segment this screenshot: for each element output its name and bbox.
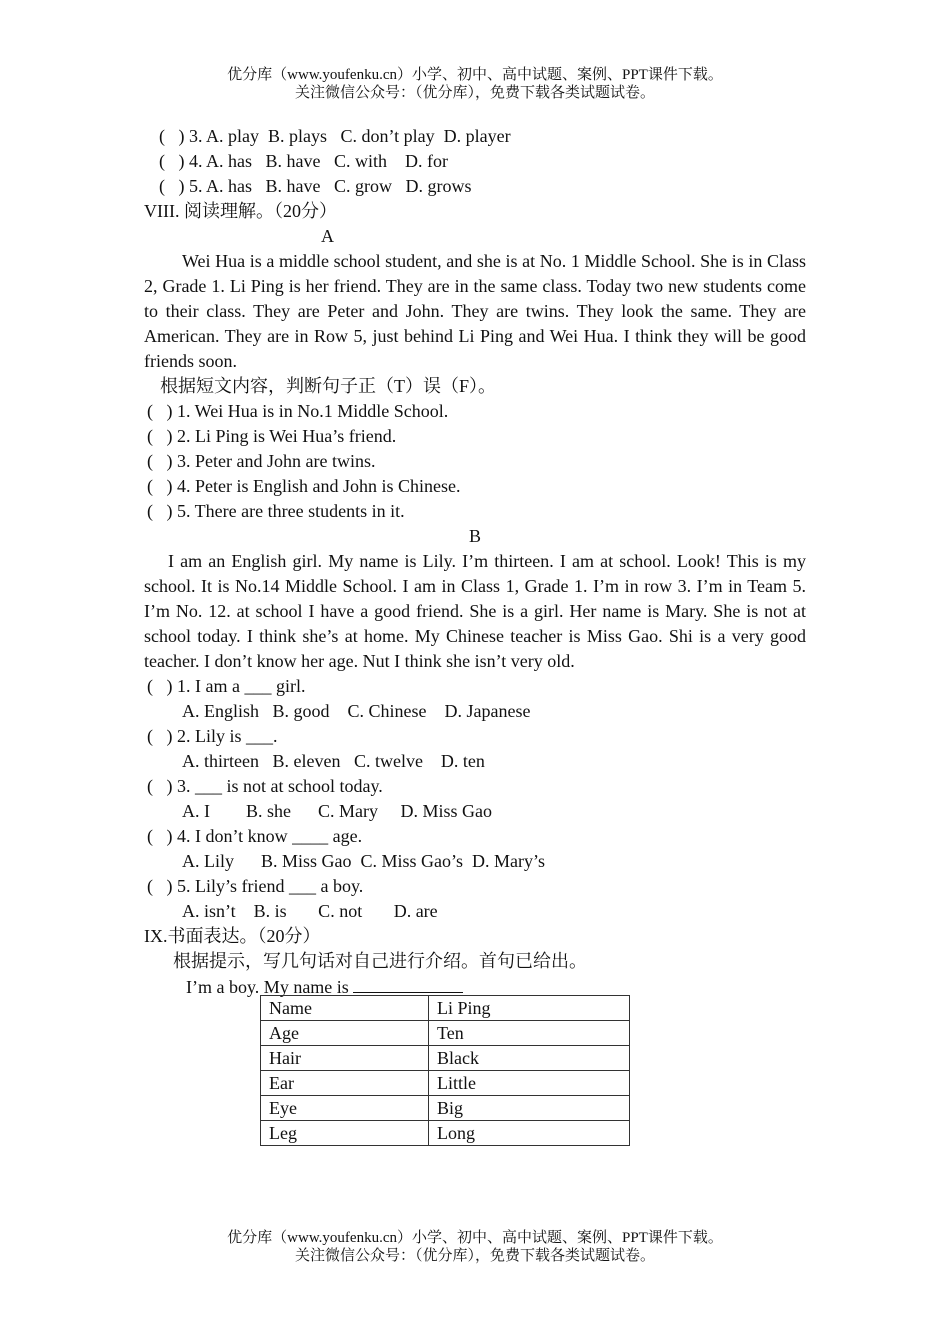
- mc-question: ( ) 5. Lily’s friend ___ a boy.: [147, 876, 364, 896]
- document-body: [144, 124, 806, 999]
- answer-blank: [353, 974, 463, 993]
- table-value: Ten: [429, 1021, 630, 1046]
- tf-item: ( ) 2. Li Ping is Wei Hua’s friend.: [147, 426, 397, 446]
- table-value: Long: [429, 1121, 630, 1146]
- section-8-title: VIII. 阅读理解。（20分）: [144, 201, 337, 221]
- section-9-instruction: 根据提示，写几句话对自己进行介绍。首句已给出。: [173, 951, 587, 971]
- table-row: [261, 996, 630, 1021]
- table-row: [261, 1096, 630, 1121]
- mc-options: A. I B. she C. Mary D. Miss Gao: [182, 801, 492, 821]
- table-key: Age: [261, 1021, 429, 1046]
- part-b-passage: I am an English girl. My name is Lily. I’m thirteen. I am at school. Look! This is my school. It is No.14 Middle School. I am in Class 1, Grade 1. I’m in row 3. I’m in Team 5. I’m No. 12. at school I have a good friend. She is a girl. Her name is Mary. She is not at school today. I think she’s at home. My Chinese teacher is Miss Gao. Shi is a very good teacher. I don’t know her age. Nut I think she isn’t very old.: [144, 551, 806, 671]
- info-table: [260, 995, 630, 1146]
- header-line-1: 优分库（www.youfenku.cn）小学、初中、高中试题、案例、PPT课件下载。: [227, 67, 723, 83]
- table-value: Black: [429, 1046, 630, 1071]
- section-9-title: IX.书面表达。（20分）: [144, 926, 321, 946]
- mc-question: ( ) 3. ___ is not at school today.: [147, 776, 383, 796]
- tf-item: ( ) 1. Wei Hua is in No.1 Middle School.: [147, 401, 449, 421]
- table-value: Little: [429, 1071, 630, 1096]
- footer-line-2: 关注微信公众号：（优分库），免费下载各类试题试卷。: [294, 1248, 655, 1264]
- tf-item: ( ) 4. Peter is English and John is Chinese.: [147, 476, 461, 496]
- part-a-label: A: [321, 226, 334, 246]
- table-row: [261, 1046, 630, 1071]
- tf-item: ( ) 5. There are three students in it.: [147, 501, 405, 521]
- table-value: Big: [429, 1096, 630, 1121]
- mc-question: ( ) 4. I don’t know ____ age.: [147, 826, 363, 846]
- mc-options: A. thirteen B. eleven C. twelve D. ten: [182, 751, 485, 771]
- table-value: Li Ping: [429, 996, 630, 1021]
- part-a-instruction: 根据短文内容，判断句子正（T）误（F）。: [160, 376, 497, 396]
- cloze-item: ( ) 5. A. has B. have C. grow D. grows: [159, 176, 472, 196]
- header-line-2: 关注微信公众号：（优分库），免费下载各类试题试卷。: [294, 85, 655, 101]
- mc-options: A. English B. good C. Chinese D. Japanese: [182, 701, 531, 721]
- table-row: [261, 1121, 630, 1146]
- table-key: Hair: [261, 1046, 429, 1071]
- table-key: Name: [261, 996, 429, 1021]
- table-key: Leg: [261, 1121, 429, 1146]
- footer-line-1: 优分库（www.youfenku.cn）小学、初中、高中试题、案例、PPT课件下载。: [227, 1230, 723, 1246]
- given-sentence-text: I’m a boy. My name is: [186, 977, 354, 997]
- mc-question: ( ) 2. Lily is ___.: [147, 726, 278, 746]
- page-footer: [0, 1229, 950, 1265]
- cloze-item: ( ) 3. A. play B. plays C. don’t play D. player: [159, 126, 511, 146]
- mc-question: ( ) 1. I am a ___ girl.: [147, 676, 306, 696]
- table-key: Ear: [261, 1071, 429, 1096]
- table-row: [261, 1071, 630, 1096]
- mc-options: A. isn’t B. is C. not D. are: [182, 901, 438, 921]
- table-row: [261, 1021, 630, 1046]
- mc-options: A. Lily B. Miss Gao C. Miss Gao’s D. Mary’s: [182, 851, 546, 871]
- table-key: Eye: [261, 1096, 429, 1121]
- page-header: [0, 66, 950, 102]
- part-a-passage: Wei Hua is a middle school student, and she is at No. 1 Middle School. She is in Class 2, Grade 1. Li Ping is her friend. They are in the same class. Today two new students come to their class. They are Peter and John. They are twins. They look the same. They are American. They are in Row 5, just behind Li Ping and Wei Hua. I think they will be good friends soon.: [144, 251, 806, 371]
- part-b-label: B: [468, 526, 481, 546]
- cloze-item: ( ) 4. A. has B. have C. with D. for: [159, 151, 448, 171]
- tf-item: ( ) 3. Peter and John are twins.: [147, 451, 376, 471]
